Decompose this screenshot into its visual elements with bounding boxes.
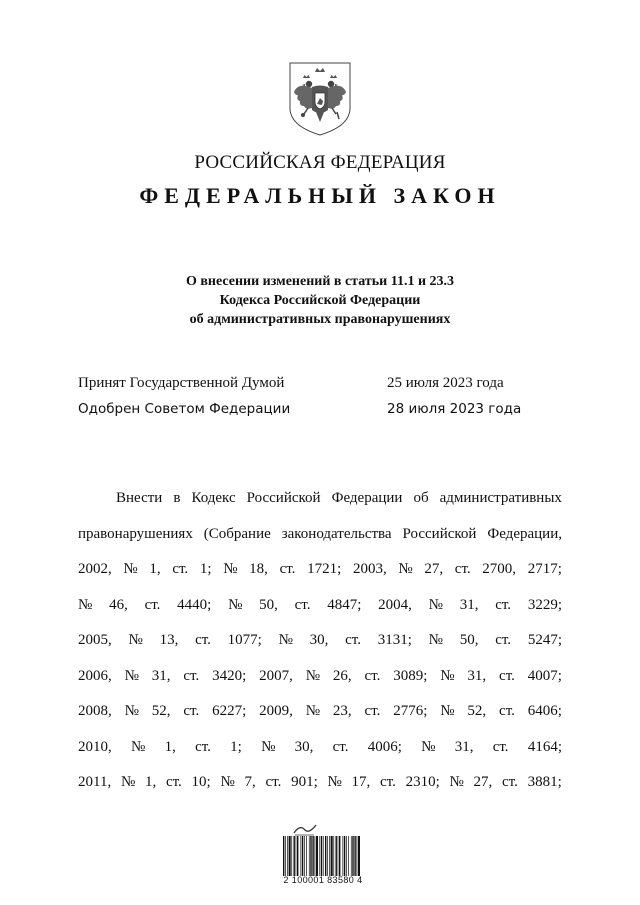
- body-word: ст.: [502, 774, 518, 790]
- body-word: 31,: [467, 667, 487, 684]
- law-title: [0, 272, 640, 329]
- body-line: [78, 765, 562, 801]
- body-word: 23,: [332, 703, 352, 719]
- body-word: 1,: [144, 774, 157, 790]
- body-word: 2776;: [393, 703, 428, 719]
- body-word: 30,: [294, 738, 314, 755]
- body-word: 17,: [351, 774, 371, 790]
- document-type-heading: ФЕДЕРАЛЬНЫЙ ЗАКОН: [139, 183, 501, 208]
- body-word: 7,: [244, 774, 256, 790]
- body-word: ст.: [492, 738, 509, 755]
- barcode-icon: [282, 836, 362, 876]
- body-word: Российской: [246, 490, 321, 506]
- pen-mark-icon: [292, 822, 318, 836]
- body-word: 31,: [151, 667, 171, 684]
- body-word: административных: [439, 490, 562, 506]
- body-word: 1721;: [307, 561, 342, 577]
- body-word: об: [413, 490, 429, 506]
- body-word: №: [421, 738, 436, 755]
- body-word: ст.: [172, 561, 189, 577]
- body-word: 1,: [164, 738, 176, 755]
- body-word: 2003,: [352, 561, 387, 577]
- body-word: №: [228, 596, 243, 613]
- body-word: №: [428, 596, 443, 613]
- law-title-line: об административных правонарушениях: [189, 312, 451, 327]
- body-word: №: [261, 738, 276, 755]
- body-word: 4164;: [527, 738, 562, 755]
- body-word: №: [128, 632, 143, 648]
- body-word: ст.: [144, 596, 161, 613]
- body-word: ст.: [499, 703, 515, 719]
- body-word: 2008,: [78, 703, 112, 719]
- body-word: Федерации,: [487, 525, 562, 542]
- body-word: Федерации: [331, 490, 403, 506]
- body-word: ст.: [364, 667, 381, 684]
- body-word: законодательства: [281, 525, 392, 542]
- body-word: №: [120, 774, 136, 790]
- body-word: ст.: [183, 703, 200, 719]
- body-word: 1;: [199, 561, 212, 577]
- body-word: 6227;: [212, 703, 247, 719]
- body-word: 4847;: [327, 596, 362, 613]
- body-word: Внести: [116, 490, 163, 506]
- body-word: 46,: [109, 596, 128, 613]
- body-word: 27,: [424, 561, 444, 577]
- body-word: 5247;: [527, 632, 562, 648]
- body-word: №: [440, 703, 455, 719]
- body-line: [78, 517, 562, 553]
- body-word: ст.: [294, 596, 311, 613]
- body-word: 31,: [459, 596, 479, 613]
- council-approval-date: 28 июля 2023 года: [387, 401, 522, 417]
- body-word: 4006;: [367, 738, 402, 755]
- body-word: №: [305, 703, 321, 719]
- body-word: ст.: [495, 596, 512, 613]
- body-word: 18,: [249, 561, 268, 577]
- body-word: №: [278, 632, 293, 648]
- body-word: ст.: [495, 632, 512, 648]
- body-word: №: [449, 774, 464, 790]
- body-word: 2009,: [259, 703, 293, 719]
- body-word: в: [173, 490, 181, 506]
- body-word: 10;: [191, 774, 211, 790]
- body-word: 3089;: [393, 667, 428, 684]
- body-word: 50,: [259, 596, 278, 613]
- body-word: 2700,: [482, 561, 517, 577]
- body-line: [78, 552, 562, 588]
- body-word: ст.: [195, 632, 211, 648]
- body-word: №: [440, 667, 455, 684]
- body-word: 2717;: [527, 561, 562, 577]
- body-word: ст.: [165, 774, 182, 790]
- law-title-line: Кодекса Российской Федерации: [219, 293, 421, 308]
- body-word: 1,: [149, 561, 161, 577]
- body-word: 2007,: [259, 667, 293, 684]
- body-word: ст.: [195, 738, 211, 755]
- body-word: 27,: [473, 774, 493, 790]
- body-word: 2006,: [78, 667, 112, 684]
- body-word: 901;: [291, 774, 318, 790]
- body-word: №: [305, 667, 321, 684]
- body-word: 4440;: [177, 596, 212, 613]
- body-word: №: [78, 596, 93, 613]
- body-word: 4007;: [527, 667, 562, 684]
- body-word: 3229;: [527, 596, 562, 613]
- duma-adoption-label: Принят Государственной Думой: [78, 375, 285, 391]
- body-word: 26,: [332, 667, 352, 684]
- body-word: ст.: [364, 703, 381, 719]
- body-word: правонарушениях: [78, 525, 193, 542]
- body-word: 2010,: [78, 738, 112, 755]
- barcode-block: [282, 822, 364, 885]
- body-word: №: [124, 667, 139, 684]
- body-line: [78, 481, 562, 517]
- body-word: ст.: [332, 738, 349, 755]
- body-line: [78, 730, 562, 766]
- body-word: №: [398, 561, 413, 577]
- body-word: №: [124, 703, 139, 719]
- body-word: 3420;: [212, 667, 247, 684]
- body-word: №: [223, 561, 238, 577]
- duma-adoption-date: 25 июля 2023 года: [387, 375, 504, 391]
- body-word: 50,: [459, 632, 479, 648]
- barcode-number: 2 100001 83580 4: [283, 875, 363, 885]
- body-word: 30,: [309, 632, 329, 648]
- body-line: [78, 659, 562, 695]
- body-word: 1077;: [227, 632, 262, 648]
- body-word: 3131;: [377, 632, 412, 648]
- body-word: ст.: [183, 667, 200, 684]
- law-title-line: О внесении изменений в статьи 11.1 и 23.3: [185, 274, 455, 289]
- law-body-text: [78, 481, 562, 801]
- body-word: №: [428, 632, 443, 648]
- body-word: №: [123, 561, 138, 577]
- body-word: ст.: [279, 561, 296, 577]
- body-word: ст.: [265, 774, 282, 790]
- body-word: №: [327, 774, 342, 790]
- body-word: Кодекс: [191, 490, 236, 506]
- body-word: 2005,: [78, 632, 112, 648]
- council-approval-label: Одобрен Советом Федерации: [78, 401, 291, 417]
- russian-coat-of-arms-icon: [288, 62, 352, 136]
- body-line: [78, 694, 562, 730]
- body-word: ст.: [345, 632, 361, 648]
- body-word: 2002,: [78, 561, 112, 577]
- body-word: ст.: [380, 774, 396, 790]
- body-word: 52,: [151, 703, 171, 719]
- body-word: ст.: [454, 561, 471, 577]
- body-line: [78, 588, 562, 624]
- body-word: Российской: [402, 525, 477, 542]
- body-word: 2004,: [378, 596, 412, 613]
- body-word: 2310;: [405, 774, 440, 790]
- body-word: 31,: [454, 738, 474, 755]
- body-word: 13,: [159, 632, 179, 648]
- body-word: 52,: [467, 703, 487, 719]
- body-word: (Собрание: [203, 525, 271, 542]
- body-word: 2011,: [78, 774, 112, 790]
- body-line: [78, 623, 562, 659]
- body-word: 6406;: [527, 703, 562, 719]
- body-word: 3881;: [527, 774, 562, 790]
- body-word: 1;: [230, 738, 242, 755]
- body-word: №: [220, 774, 235, 790]
- country-heading: РОССИЙСКАЯ ФЕДЕРАЦИЯ: [194, 152, 446, 173]
- body-word: №: [131, 738, 146, 755]
- body-word: ст.: [499, 667, 515, 684]
